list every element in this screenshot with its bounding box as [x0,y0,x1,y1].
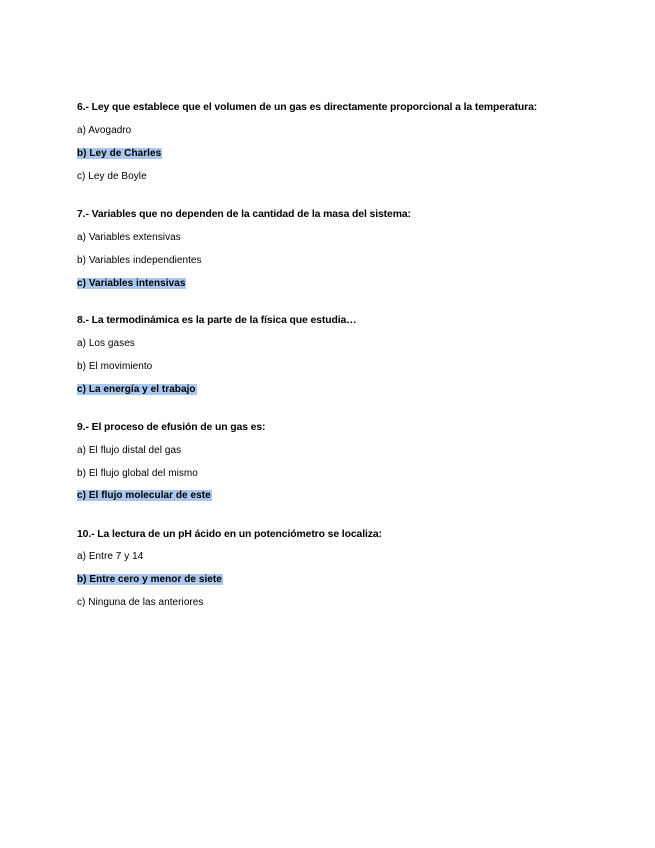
question-10-option-a: a) Entre 7 y 14 [77,551,144,562]
question-7: 7.- Variables que no dependen de la cantidad de la masa del sistema: [77,209,411,220]
question-9-option-a: a) El flujo distal del gas [77,445,182,456]
question-10-option-c: c) Ninguna de las anteriores [77,597,204,608]
question-6: 6.- Ley que establece que el volumen de un gas es directamente proporcional a la temperatura: [77,102,538,113]
question-9: 9.- El proceso de efusión de un gas es: [77,422,266,433]
question-8-option-a: a) Los gases [77,338,135,349]
question-6-option-b-highlighted: b) Ley de Charles [77,148,162,159]
question-7-option-c-highlighted: c) Variables intensivas [77,278,186,289]
question-8: 8.- La termodinámica es la parte de la física que estudia… [77,315,357,326]
question-10: 10.- La lectura de un pH ácido en un potenciómetro se localiza: [77,529,382,540]
question-7-option-a: a) Variables extensivas [77,232,181,243]
question-9-option-b: b) El flujo global del mismo [77,468,198,479]
question-10-option-b-highlighted: b) Entre cero y menor de siete [77,574,222,585]
question-7-option-b: b) Variables independientes [77,255,202,266]
question-6-option-c: c) Ley de Boyle [77,171,147,182]
question-6-option-a: a) Avogadro [77,125,132,136]
question-8-option-c-highlighted: c) La energía y el trabajo [77,384,196,395]
question-8-option-b: b) El movimiento [77,361,153,372]
question-9-option-c-highlighted: c) El flujo molecular de este [77,490,211,501]
